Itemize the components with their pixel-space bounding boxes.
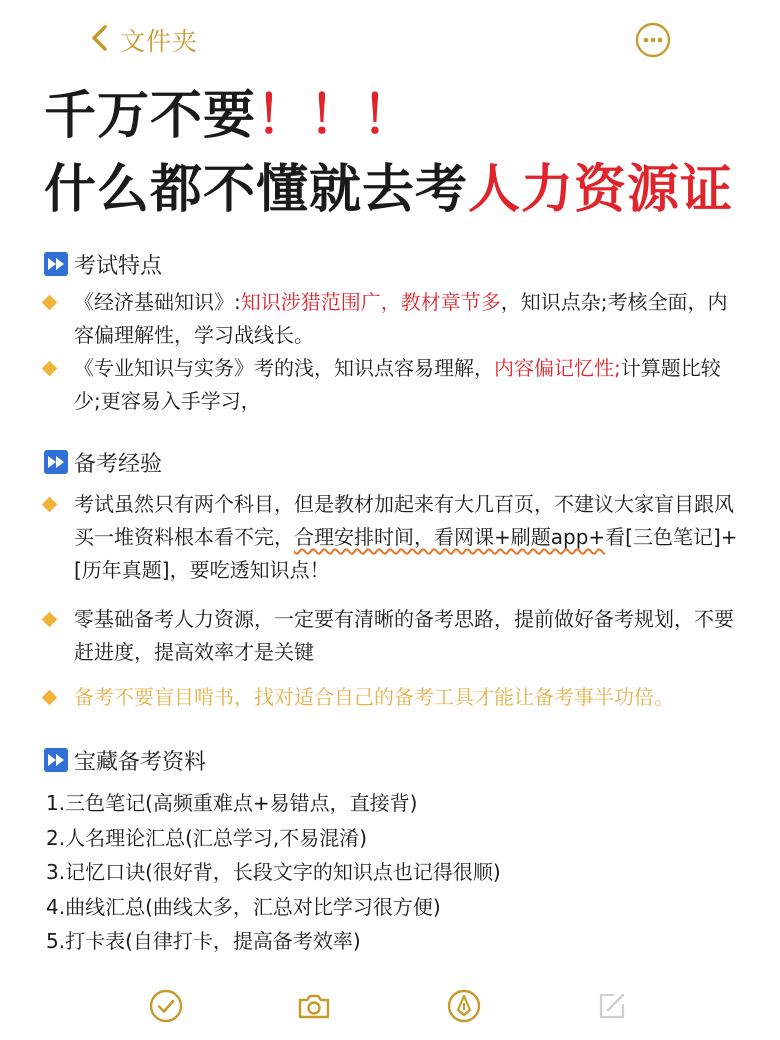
headline-highlight: 人力资源证 <box>468 160 734 220</box>
chevron-left-icon <box>88 23 112 57</box>
more-button[interactable] <box>635 22 671 58</box>
resource-item: 2.人名理论汇总(汇总学习,不易混淆) <box>46 825 368 850</box>
item-text: 《经济基础知识》: <box>74 290 241 314</box>
diamond-bullet-icon <box>42 361 58 377</box>
back-label: 文件夹 <box>120 27 199 56</box>
list-item <box>44 681 744 714</box>
headline-line2-text: 什么都不懂就去考 <box>44 160 469 220</box>
compose-icon <box>594 1009 630 1028</box>
resource-item: 3.记忆口诀(很好背，长段文字的知识点也记得很顺) <box>46 860 501 884</box>
item-text: 《专业知识与实务》考的浅，知识点容易理解， <box>74 356 494 380</box>
headline-line-2 <box>44 158 733 222</box>
pen-nib-circle-icon <box>446 1009 482 1028</box>
section-header-resources <box>44 744 206 776</box>
fast-forward-icon <box>44 748 68 772</box>
headline-line-1 <box>44 84 415 148</box>
headline-exclamations: ！！！ <box>256 86 416 146</box>
resource-item: 5.打卡表(自律打卡，提高备考效率) <box>46 929 361 953</box>
item-text: ，知识点杂;考核全面，内容偏理解性，学习战线长。 <box>74 290 728 347</box>
headline-line1-text: 千万不要 <box>44 86 257 146</box>
top-nav-bar <box>0 0 780 84</box>
ellipsis-circle-icon <box>635 43 671 62</box>
diamond-bullet-icon <box>42 612 58 628</box>
list-item <box>44 488 744 587</box>
resource-item: 4.曲线汇总(曲线太多，汇总对比学习很方便) <box>46 894 441 919</box>
compose-button[interactable] <box>594 988 630 1024</box>
resource-list <box>46 786 501 959</box>
item-text-emphasis: 知识涉猎范围广，教材章节多 <box>240 290 501 314</box>
item-text: 看[三色笔记]+[历年真题]，要吃透知识点！ <box>74 525 738 582</box>
section-title: 备考经验 <box>74 451 163 477</box>
diamond-bullet-icon <box>42 295 58 311</box>
list-item <box>44 286 744 352</box>
markup-button[interactable] <box>446 988 482 1024</box>
fast-forward-icon <box>44 252 68 276</box>
checklist-button[interactable] <box>148 988 184 1024</box>
item-text-wavy-underline: 合理安排时间，看网课+刷题app+ <box>294 525 606 549</box>
item-text: 考试虽然只有两个科目，但是教材加起来有大几百页，不建议大家盲目跟风买一堆资料根本看不完， <box>74 492 734 549</box>
diamond-bullet-icon <box>42 690 58 706</box>
section-title: 宝藏备考资料 <box>74 749 207 775</box>
section-header-features <box>44 248 162 280</box>
fast-forward-icon <box>44 450 68 474</box>
section-header-experience <box>44 446 162 478</box>
list-item <box>44 352 744 418</box>
back-button[interactable] <box>88 22 198 58</box>
item-text-highlight: 备考不要盲目啃书，找对适合自己的备考工具才能让备考事半功倍。 <box>74 685 674 709</box>
item-text: 计算题比较少;更容易入手学习， <box>74 356 721 413</box>
camera-button[interactable] <box>296 988 332 1024</box>
resource-item: 1.三色笔记(高频重难点+易错点，直接背) <box>46 791 418 815</box>
section-title: 考试特点 <box>74 253 163 279</box>
list-item <box>44 603 744 669</box>
item-text-emphasis: 内容偏记忆性; <box>494 356 621 380</box>
item-text: 零基础备考人力资源，一定要有清晰的备考思路，提前做好备考规划，不要赶进度，提高效率才是关键 <box>74 607 734 664</box>
camera-icon <box>296 1009 332 1028</box>
diamond-bullet-icon <box>42 497 58 513</box>
bottom-toolbar <box>0 978 780 1034</box>
checkmark-circle-icon <box>148 1009 184 1028</box>
